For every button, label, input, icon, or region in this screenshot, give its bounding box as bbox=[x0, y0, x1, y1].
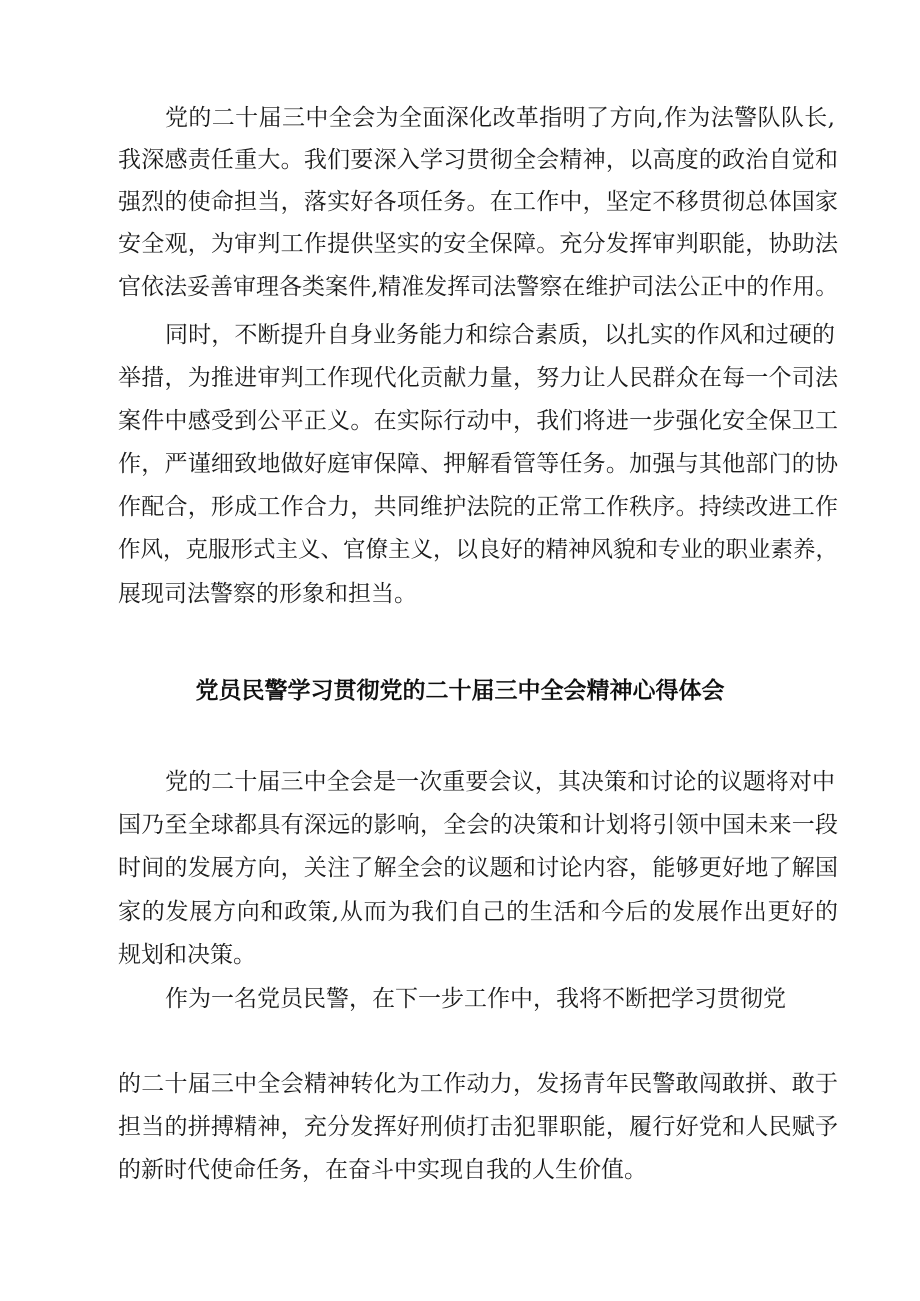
paragraph-3-line-5: 规划和决策。 bbox=[118, 942, 256, 968]
paragraph-2-line-4: 作，严谨细致地做好庭审保障、押解看管等任务。加强与其他部门的协 bbox=[118, 451, 838, 477]
paragraph-4-line-1: 作为一名党员民警，在下一步工作中，我将不断把学习贯彻党 bbox=[165, 986, 786, 1012]
paragraph-4-line-3: 担当的拼搏精神，充分发挥好刑侦打击犯罪职能，履行好党和人民赋予 bbox=[118, 1114, 838, 1140]
paragraph-3-line-2: 国乃至全球都具有深远的影响，全会的决策和计划将引领中国未来一段 bbox=[118, 812, 838, 838]
paragraph-3-line-1: 党的二十届三中全会是一次重要会议，其决策和讨论的议题将对中 bbox=[165, 769, 835, 795]
paragraph-4-line-4: 的新时代使命任务，在奋斗中实现自我的人生价值。 bbox=[118, 1157, 647, 1183]
paragraph-2-line-7: 展现司法警察的形象和担当。 bbox=[118, 581, 417, 607]
paragraph-1-line-3: 强烈的使命担当，落实好各项任务。在工作中，坚定不移贯彻总体国家 bbox=[118, 189, 838, 215]
paragraph-1-line-5: 官依法妥善审理各类案件,精准发挥司法警察在维护司法公正中的作用。 bbox=[118, 274, 839, 300]
paragraph-1-line-2: 我深感责任重大。我们要深入学习贯彻全会精神，以高度的政治自觉和 bbox=[118, 147, 838, 173]
paragraph-3-line-3: 时间的发展方向，关注了解全会的议题和讨论内容，能够更好地了解国 bbox=[118, 855, 838, 881]
paragraph-3-line-4: 家的发展方向和政策,从而为我们自己的生活和今后的发展作出更好的 bbox=[118, 899, 838, 925]
paragraph-1-line-1: 党的二十届三中全会为全面深化改革指明了方向,作为法警队队长, bbox=[165, 105, 835, 131]
paragraph-2-line-2: 举措，为推进审判工作现代化贡献力量，努力让人民群众在每一个司法 bbox=[118, 365, 838, 391]
paragraph-2-line-6: 作风，克服形式主义、官僚主义，以良好的精神风貌和专业的职业素养， bbox=[118, 537, 839, 563]
paragraph-1-line-4: 安全观，为审判工作提供坚实的安全保障。充分发挥审判职能，协助法 bbox=[118, 231, 838, 257]
paragraph-2-line-3: 案件中感受到公平正义。在实际行动中，我们将进一步强化安全保卫工 bbox=[118, 408, 838, 434]
paragraph-4-line-2: 的二十届三中全会精神转化为工作动力，发扬青年民警敢闯敢拼、敢于 bbox=[118, 1071, 838, 1097]
section-title: 党员民警学习贯彻党的二十届三中全会精神心得体会 bbox=[195, 678, 725, 704]
paragraph-2-line-1: 同时，不断提升自身业务能力和综合素质，以扎实的作风和过硬的 bbox=[165, 322, 835, 348]
paragraph-2-line-5: 作配合，形成工作合力，共同维护法院的正常工作秩序。持续改进工作 bbox=[118, 494, 838, 520]
